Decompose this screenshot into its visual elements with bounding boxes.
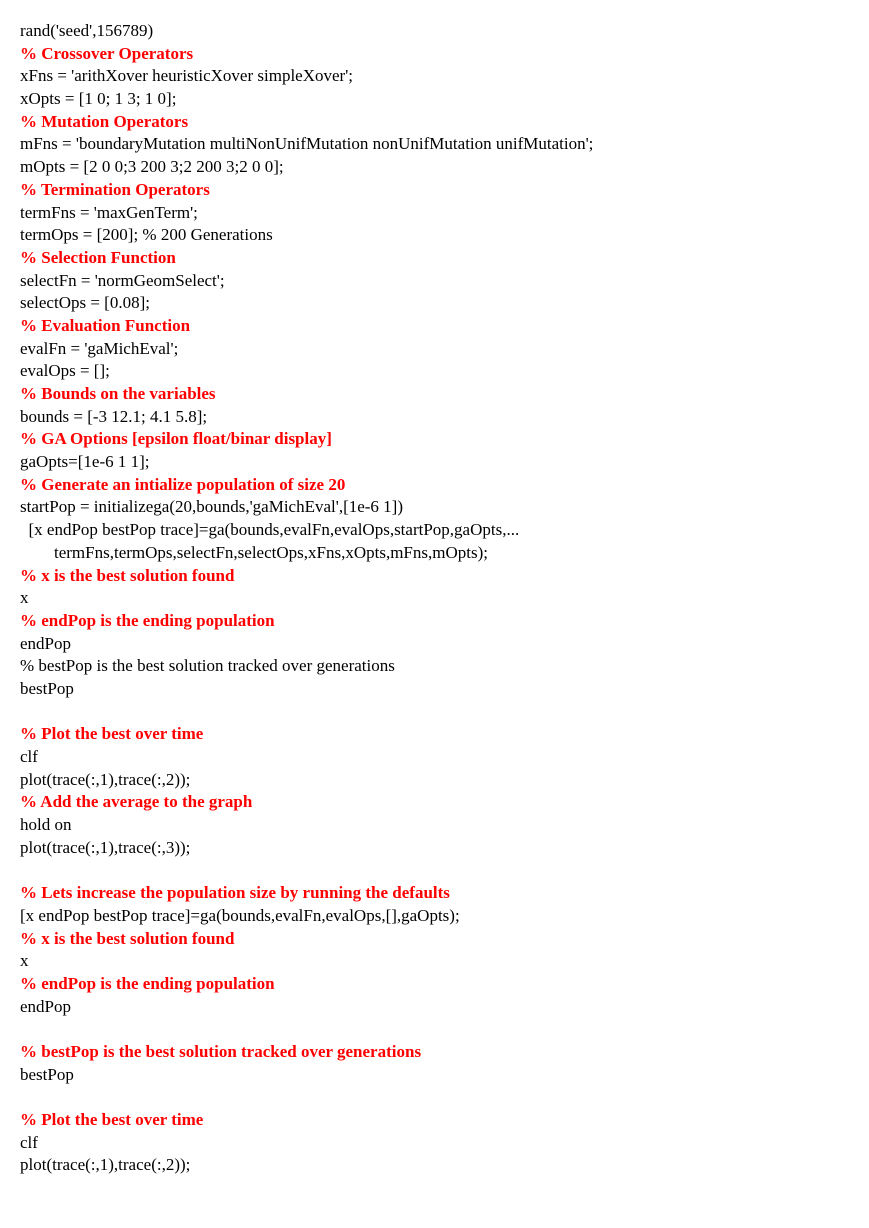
comment-line: % Generate an intialize population of size 20	[20, 474, 346, 494]
comment-line: % Crossover Operators	[20, 43, 194, 63]
code-line: termFns = 'maxGenTerm';	[20, 202, 198, 222]
code-line: startPop = initializega(20,bounds,'gaMichEval',[1e-6 1])	[20, 497, 404, 517]
code-line: clf	[20, 747, 38, 766]
code-line: hold on	[20, 815, 72, 835]
code-line: endPop	[20, 996, 71, 1016]
code-line: xFns = 'arithXover heuristicXover simpleXover';	[20, 66, 353, 86]
blank-line	[20, 1086, 860, 1109]
comment-line: % endPop is the ending population	[20, 973, 275, 993]
comment-line: % x is the best solution found	[20, 565, 235, 585]
code-line: [x endPop bestPop trace]=ga(bounds,evalFn,evalOps,[],gaOpts);	[20, 905, 460, 925]
code-line: evalOps = [];	[20, 361, 110, 381]
comment-line: % GA Options [epsilon float/binar display]	[20, 429, 332, 449]
code-line: mOpts = [2 0 0;3 200 3;2 200 3;2 0 0];	[20, 157, 284, 177]
code-line: gaOpts=[1e-6 1 1];	[20, 452, 150, 472]
code-line: clf	[20, 1132, 38, 1152]
code-line: x	[20, 951, 29, 971]
comment-line: % x is the best solution found	[20, 928, 235, 948]
comment-line: % bestPop is the best solution tracked over generations	[20, 1041, 422, 1061]
code-line: bestPop	[20, 1064, 74, 1084]
comment-line: % Lets increase the population size by running the defaults	[20, 883, 450, 903]
code-line: rand('seed',156789)	[20, 21, 154, 40]
code-line: x	[20, 588, 29, 608]
code-line: bestPop	[20, 678, 74, 698]
code-line: endPop	[20, 633, 71, 653]
blank-line	[20, 859, 860, 882]
code-line: [x endPop bestPop trace]=ga(bounds,evalFn,evalOps,startPop,gaOpts,...	[20, 520, 520, 540]
code-line: % bestPop is the best solution tracked over generations	[20, 656, 395, 676]
code-line: plot(trace(:,1),trace(:,2));	[20, 1155, 191, 1175]
comment-line: % Termination Operators	[20, 179, 210, 199]
code-line: termFns,termOps,selectFn,selectOps,xFns,xOpts,mFns,mOpts);	[20, 542, 488, 562]
code-line: termOps = [200]; % 200 Generations	[20, 225, 273, 245]
comment-line: % Add the average to the graph	[20, 792, 253, 812]
blank-line	[20, 1018, 860, 1041]
comment-line: % Plot the best over time	[20, 724, 204, 744]
code-line: mFns = 'boundaryMutation multiNonUnifMutation nonUnifMutation unifMutation';	[20, 134, 594, 154]
comment-line: % endPop is the ending population	[20, 610, 275, 630]
blank-line	[20, 701, 860, 724]
comment-line: % Mutation Operators	[20, 111, 189, 131]
code-line: selectFn = 'normGeomSelect';	[20, 270, 225, 290]
code-listing	[20, 20, 860, 1177]
code-line: bounds = [-3 12.1; 4.1 5.8];	[20, 406, 208, 426]
comment-line: % Plot the best over time	[20, 1110, 204, 1129]
code-line: plot(trace(:,1),trace(:,3));	[20, 837, 191, 857]
comment-line: % Selection Function	[20, 247, 176, 267]
code-line: selectOps = [0.08];	[20, 293, 150, 313]
code-line: evalFn = 'gaMichEval';	[20, 338, 179, 358]
comment-line: % Bounds on the variables	[20, 384, 216, 403]
code-line: xOpts = [1 0; 1 3; 1 0];	[20, 89, 177, 109]
code-line: plot(trace(:,1),trace(:,2));	[20, 769, 191, 789]
comment-line: % Evaluation Function	[20, 315, 191, 335]
